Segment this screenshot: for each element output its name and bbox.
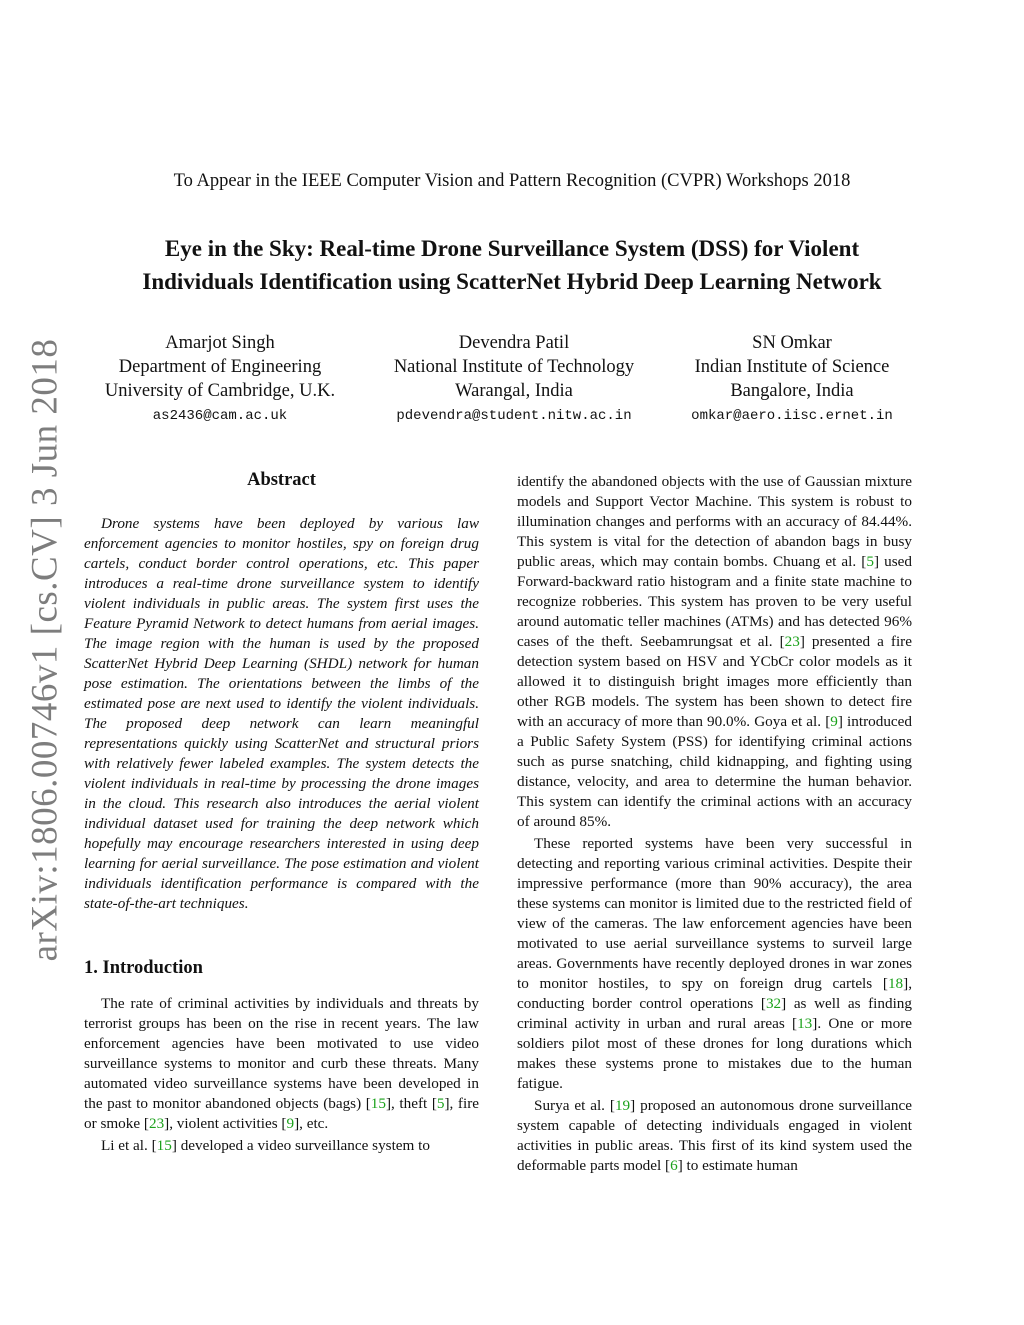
- left-column: [84, 468, 479, 1156]
- abstract-text: Drone systems have been deployed by various law enforcement agencies to monitor hostiles, spy on foreign drug cartels, conduct border control operations, etc. This paper introduces a real-time drone surveillance system to identify violent individuals in public areas. The system first uses the Feature Pyramid Network to detect humans from aerial images. The image region with the human is used by the proposed ScatterNet Hybrid Deep Learning (SHDL) network for human pose estimation. The orientations between the limbs of the estimated pose are next used to identify the violent individuals. The proposed deep network can learn meaningful representations quickly using ScatterNet and structural priors with relatively fewer labeled examples. The system detects the violent individuals in real-time by processing the drone images in the cloud. This research also introduces the aerial violent individual dataset used for training the deep network which hopefully may encourage researchers interested in using deep learning for aerial surveillance. The pose estimation and violent individuals identification performance is compared with the state-of-the-art techniques.: [84, 515, 479, 912]
- intro-paragraph-1: The rate of criminal activities by individuals and threats by terrorist groups has been on the rise in recent years. The law enforcement agencies have been motivated to use video surveillance systems to monitor and curb these threats. Many automated video surveillance systems have been developed in the past to monitor abandoned objects (bags) [15], theft [5], fire or smoke [23], violent activities [9], etc.: [84, 995, 479, 1132]
- citation-link[interactable]: 32: [765, 995, 782, 1012]
- citation-link[interactable]: 23: [784, 633, 800, 650]
- author-affiliation: University of Cambridge, U.K.: [104, 381, 336, 401]
- citation-link[interactable]: 9: [286, 1115, 295, 1132]
- intro-paragraph-2-continued: identify the abandoned objects with the use of Gaussian mixture models and Support Vector Machine. This system is robust to illumination changes and performs with an accuracy of 84.44%. This system is vital for the detection of abandon bags in busy public areas, which may contain bombs. Chuang et al. [5] used Forward-backward ratio histogram and a finite state machine to recognize robberies. This system has proven to be very useful around automatic teller machines (ATMs) and has detected 96% cases of the theft. Seebamrungsat et al. [23] presented a fire detection system based on HSV and YCbCr color models as it allowed it to distinguish bright images more efficiently than other RGB models. The system has been shown to detect fire with an accuracy of more than 90.0%. Goya et al. [9] introduced a Public Safety System (PSS) for identifying criminal actions such as purse snatching, child kidnapping, and fighting using distance, velocity, and area to determine the human behavior. This system can identify the criminal actions with an accuracy of around 85%.: [517, 473, 912, 830]
- author-affiliation: Warangal, India: [455, 381, 573, 401]
- title-line-2: Individuals Identification using ScatterNet Hybrid Deep Learning Network: [142, 269, 882, 294]
- citation-link[interactable]: 5: [436, 1095, 445, 1112]
- author-department: Department of Engineering: [118, 357, 322, 377]
- citation-link[interactable]: 23: [148, 1115, 165, 1132]
- intro-paragraph-2: Li et al. [15] developed a video surveillance system to: [101, 1137, 430, 1154]
- author-email: as2436@cam.ac.uk: [152, 408, 288, 424]
- venue-line: To Appear in the IEEE Computer Vision and Pattern Recognition (CVPR) Workshops 2018: [173, 171, 851, 191]
- abstract-heading: Abstract: [247, 470, 316, 490]
- citation-link[interactable]: 5: [866, 553, 874, 570]
- author-name: Amarjot Singh: [165, 333, 275, 353]
- citation-link[interactable]: 6: [670, 1157, 678, 1174]
- right-column: [517, 472, 912, 1176]
- author-email: omkar@aero.iisc.ernet.in: [691, 408, 893, 424]
- citation-link[interactable]: 9: [830, 713, 838, 730]
- citation-link[interactable]: 18: [887, 975, 904, 992]
- author-department: National Institute of Technology: [393, 357, 635, 377]
- paper-title: [60, 232, 964, 298]
- arxiv-side-stamp: arXiv:1806.00746v1 [cs.CV] 3 Jun 2018: [24, 338, 66, 962]
- section-heading-introduction: 1. Introduction: [84, 958, 203, 978]
- citation-link[interactable]: 19: [614, 1097, 631, 1114]
- author-name: Devendra Patil: [458, 333, 570, 353]
- author-block: [354, 331, 674, 426]
- intro-paragraph-3: These reported systems have been very successful in detecting and reporting various criminal activities. Despite their impressive performance (more than 90% accuracy), the area these systems can monitor is limited due to the restricted field of view of the cameras. The law enforcement agencies have been motivated to use aerial surveillance systems to surveil large areas. Governments have recently deployed drones in war zones to monitor hostiles, to spy on foreign drug cartels [18], conducting border control operations [32] as well as finding criminal activity in urban and rural areas [13]. One or more soldiers pilot most of these drones for long durations which makes these systems prone to mistakes due to the human fatigue.: [517, 835, 912, 1092]
- author-affiliation: Bangalore, India: [730, 381, 854, 401]
- intro-paragraph-4: Surya et al. [19] proposed an autonomous drone surveillance system capable of detecting individuals engaged in violent activities in public areas. This first of its kind system used the deformable parts model [6] to estimate human: [517, 1097, 912, 1174]
- author-block: [60, 331, 380, 426]
- citation-link[interactable]: 15: [370, 1095, 386, 1112]
- author-name: SN Omkar: [752, 333, 832, 353]
- author-department: Indian Institute of Science: [694, 357, 890, 377]
- title-line-1: Eye in the Sky: Real-time Drone Surveillance System (DSS) for Violent: [164, 236, 860, 261]
- author-block: [632, 331, 952, 426]
- author-email: pdevendra@student.nitw.ac.in: [396, 408, 632, 424]
- citation-link[interactable]: 13: [797, 1015, 813, 1032]
- citation-link[interactable]: 15: [156, 1137, 172, 1154]
